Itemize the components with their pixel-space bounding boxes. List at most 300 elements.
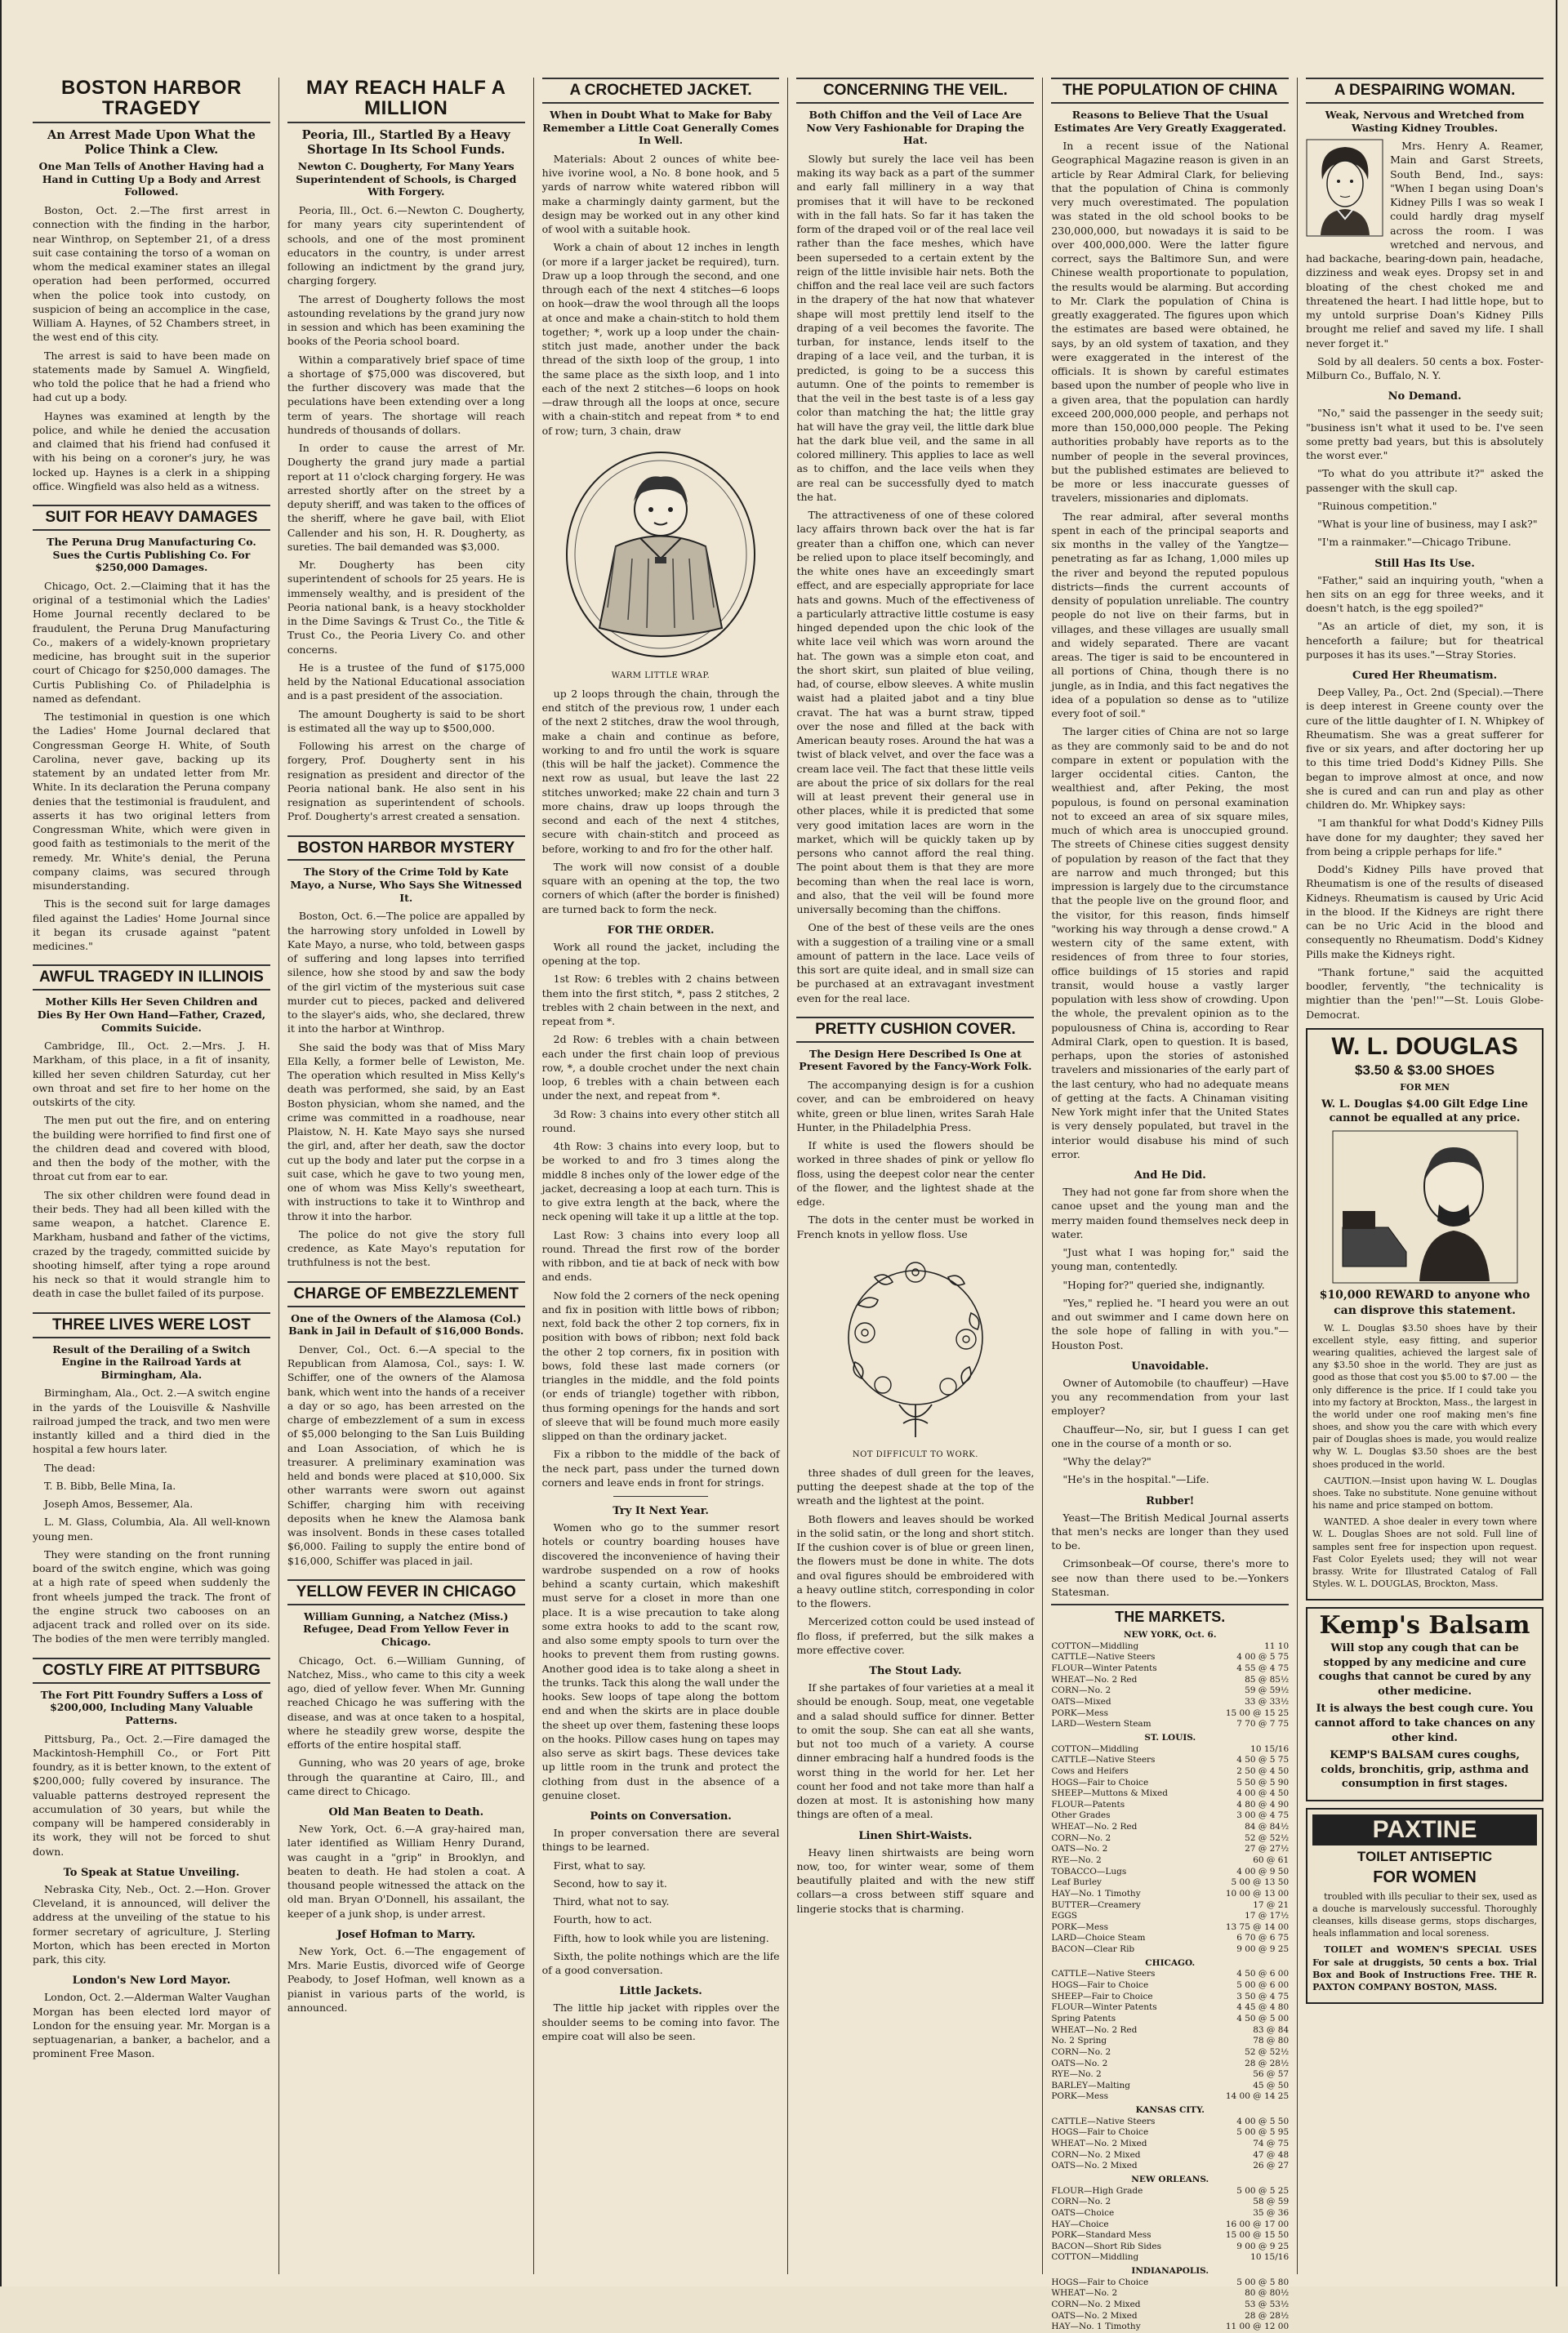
paragraph: Last Row: 3 chains into every loop all round. Thread the first row of the border with ribbon, and tie at back of neck with bow and ends. <box>541 1228 780 1284</box>
paragraph: They were standing on the front running board of the switch engine, which was going at a high rate of speed when suddenly the front wheels jumped the track. The front of the engine struck two cabooses on an adjacent track and rolled over on its side. The bodies of the men were terribly mangled. <box>33 1547 270 1645</box>
market-row <box>1051 1877 1289 1889</box>
price: 10 15/16 <box>1250 1743 1290 1754</box>
minor-headline: Cured Her Rheumatism. <box>1352 670 1498 683</box>
commodity: CORN—No. 2 Mixed <box>1051 2149 1141 2160</box>
commodity: RYE—No. 2 <box>1051 1855 1102 1865</box>
paragraph: The arrest is said to have been made on statements made by Samuel A. Wingfield, who told the police that he had a friend who had cut up a body. <box>33 349 270 404</box>
column-1 <box>24 78 278 2274</box>
market-city-row <box>1051 2103 1289 2117</box>
paragraph: Heavy linen shirtwaists are being worn now, too, for winter wear, some of them beautifully plaited and with the new stiff collars—a cross between stiff square and lingerie stocks that is charming. <box>796 1845 1035 1915</box>
ad-audience: FOR MEN <box>1400 1081 1450 1093</box>
paragraph: Following his arrest on the charge of forgery, Prof. Dougherty sent in his resignation as president and director of the Peoria national bank. He also sent in his resignation as superintendent of schools. Prof. Dougherty's arrest created a sensation. <box>287 740 525 823</box>
minor-headline: Still Has Its Use. <box>1374 557 1475 570</box>
commodity: RYE—No. 2 <box>1051 2069 1102 2080</box>
paragraph: Within a comparatively brief space of time a shortage of $75,000 was discovered, but the further discovery was made that the peculations have been extending over a long term of years. The shortage will reach hundreds of thousands of dollars. <box>287 353 525 436</box>
deck: One of the Owners of the Alamosa (Col.) Bank in Jail in Default of $16,000 Bonds. <box>288 1311 524 1338</box>
paragraph: Materials: About 2 ounces of white bee-hive ivorine wool, a No. 8 bone hook, and 5 yards of narrow white watered ribbon will make a charmingly dainty garment, but the design may be worked out in any other kind of wool with a suitable hook. <box>541 152 780 236</box>
market-city-row <box>1051 2172 1289 2186</box>
headline: A CROCHETED JACKET. <box>542 78 780 104</box>
market-row <box>1051 2230 1289 2242</box>
paragraph: One of the best of these veils are the ones with a suggestion of a trailing vine or a small amount of pattern in the lace. Lace veils of this sort are quite ideal, and in small size can be purchased at an extravagant investment even for the real lace. <box>796 921 1035 1004</box>
price: 10 00 @ 13 00 <box>1225 1888 1290 1899</box>
price: 52 @ 52½ <box>1245 1832 1290 1843</box>
column-6 <box>1297 78 1552 2274</box>
price: 4 50 @ 5 00 <box>1236 2013 1290 2024</box>
paragraph: Haynes was examined at length by the police, and while he denied the accusation and claimed that his friend had confused it with his being on a coroner's jury, he was locked up. Haynes is a clerk in a shipping office. Wingfield was also held as a witness. <box>33 409 270 492</box>
market-row <box>1051 2219 1289 2231</box>
price: 74 @ 75 <box>1253 2139 1290 2149</box>
commodity: OATS—No. 2 Mixed <box>1051 2161 1138 2171</box>
divider <box>613 1496 708 1497</box>
price: 56 @ 57 <box>1253 2069 1290 2080</box>
market-row <box>1051 1663 1289 1675</box>
ad-paragraph: KEMP'S BALSAM cures coughs, colds, bronchitis, grip, asthma and consumption in first stages. <box>1321 1749 1529 1791</box>
market-row <box>1051 1719 1289 1730</box>
deck: Both Chiffon and the Veil of Lace Are Now Very Fashionable for Draping the Hat. <box>806 108 1025 147</box>
price: 5 00 @ 5 80 <box>1236 2277 1290 2287</box>
market-row <box>1051 1944 1289 1956</box>
commodity: CORN—No. 2 <box>1051 1685 1111 1696</box>
price: 14 00 @ 14 25 <box>1225 2091 1290 2102</box>
price: 28 @ 28½ <box>1245 2310 1290 2321</box>
illustration-caption: WARM LITTLE WRAP. <box>611 670 710 680</box>
paragraph: The dead: <box>44 1461 96 1474</box>
paragraph: Denver, Col., Oct. 6.—A special to the Republican from Alamosa, Col., says: I. W. Schiffer, one of the owners of the Alamosa bank, which went into the hands of a receiver a day or so ago, has been arrested on the charge of embezzlement of a sum in excess of $5,000 belonging to the San Luis Building and Loan Association, of which he is treasurer. A preliminary examination was held and bonds were placed at $10,000. Six other warrants were sworn out against Schiffer, charging him with receiving deposits when he knew the Alamosa bank was insolvent. Bonds in these cases totalled $6,000. Failing to supply the entire bond of $16,000, Schiffer was placed in jail. <box>287 1342 525 1567</box>
commodity: CATTLE—Native Steers <box>1051 1755 1156 1765</box>
paragraph: Sixth, the polite nothings which are the life of a good conversation. <box>541 1949 780 1977</box>
paragraph: The work will now consist of a double square with an opening at the top, the two corners of which (after the border is finished) are turned back to form the neck. <box>541 860 780 915</box>
price: 16 00 @ 17 00 <box>1225 2219 1290 2229</box>
price: 10 15/16 <box>1250 2252 1290 2263</box>
price: 13 75 @ 14 00 <box>1225 1921 1290 1932</box>
commodity: EGGS <box>1051 1911 1077 1921</box>
paragraph: "Hoping for?" queried she, indignantly. <box>1062 1278 1265 1291</box>
market-row <box>1051 2208 1289 2219</box>
ad-paragraph: W. L. Douglas $3.50 shoes have by their excellent style, easy fitting, and superior wearing qualities, achieved the largest sale of any $3.50 shoe in the world. They are just as good as those that cost you $5.00 to $7.00 — the only difference is the price. If I could take you into my factory at Brockton, Mass., the largest in the world under one roof making men's fine shoes, and show you the care with which every pair of Douglas shoes is made, you would realize why W. L. Douglas $3.50 shoes are the best shoes produced in the world. <box>1312 1322 1537 1470</box>
paragraph: London, Oct. 2.—Alderman Walter Vaughan Morgan has been elected lord mayor of London for the ensuing year. Mr. Morgan is a septuagenarian, a banker, a bachelor, and a prominent Free Mason. <box>33 1991 270 2060</box>
paragraph: He is a trustee of the fund of $175,000 held by the National Educational association and is a past president of the association. <box>287 661 525 702</box>
commodity: CATTLE—Native Steers <box>1051 2116 1156 2126</box>
ad-subtitle: TOILET ANTISEPTIC <box>1356 1848 1493 1864</box>
markets-table <box>1051 1627 1289 2333</box>
price: 28 @ 28½ <box>1245 2058 1290 2068</box>
deck: When in Doubt What to Make for Baby Remember a Little Coat Generally Comes In Well. <box>542 108 779 147</box>
headline: THREE LIVES WERE LOST <box>33 1312 270 1338</box>
ad-reward: $10,000 REWARD to anyone who can disprove this statement. <box>1319 1288 1530 1317</box>
market-row <box>1051 1969 1289 1980</box>
paragraph: If white is used the flowers should be worked in three shades of pink or yellow flo floss, using the deepest color near the center of the flower, and the lightest shade at the edge. <box>796 1139 1035 1208</box>
paragraph: Work a chain of about 12 inches in length (or more if a larger jacket be required), turn. Draw up a loop through the second, and one through each of the next 4 stitches—6 loops on hook—draw the wool through all the loops at once and make a chain-stitch to hold them together; *, work up a loop under the chain-stitch just made, another under the back thread of the sixth loop of the group, 1 into the same place as the sixth loop, and 1 into each of the next 2 stitches—6 loops on hook—draw through all the loops at once, secure with a chain-stitch and repeat from * to end of row; turn, 3 chain, draw <box>541 241 780 437</box>
minor-headline: No Demand. <box>1388 390 1462 403</box>
deck: Result of the Derailing of a Switch Engine in the Railroad Yards at Birmingham, Ala. <box>52 1342 251 1381</box>
paragraph: "What is your line of business, may I ask?" <box>1317 518 1538 531</box>
commodity: CORN—No. 2 <box>1051 1832 1111 1843</box>
paragraph: Mr. Dougherty has been city superintendent of schools for 25 years. He is immensely wealthy, and is president of the Peoria national bank, is a heavy stockholder in the Dime Savings & Trust Co., the Title & Trust Co., the Peoria Livery Co. and other concerns. <box>287 559 525 656</box>
headline: MAY REACH HALF A MILLION <box>287 78 525 123</box>
paragraph: 2d Row: 6 trebles with a chain between each under the first chain loop of previous row, *, a double crochet under the next chain loop, 6 trebles with a chain between each under the next, and repeat from *. <box>541 1033 780 1102</box>
market-row <box>1051 1697 1289 1708</box>
paragraph: "To what do you attribute it?" asked the passenger with the skull cap. <box>1306 467 1544 494</box>
market-row <box>1051 1900 1289 1912</box>
price: 78 @ 80 <box>1253 2036 1290 2046</box>
paragraph: Both flowers and leaves should be worked in the solid satin, or the long and short stitch. If the cushion cover is of blue or green linen, the flowers must be done in white. The dots and oval figures should be embroidered with a heavy outline stitch, corresponding in color to the flowers. <box>796 1512 1035 1610</box>
market-row <box>1051 2014 1289 2025</box>
paragraph: 4th Row: 3 chains into every loop, but to be worked to and fro 3 times along the middle 8 inches only of the lower edge of the jacket, decreasing a loop at each turn. This is to give extra length at the back, where the neck opening will take it up a little at the top. <box>541 1140 780 1223</box>
paragraph: "No," said the passenger in the seedy suit; "business isn't what it used to be. I've seen some pretty bad years, but this is absolutely the worst ever." <box>1306 407 1544 462</box>
deck: The Design Here Described Is One at Present Favored by the Fancy-Work Folk. <box>799 1047 1032 1073</box>
market-row <box>1051 1652 1289 1663</box>
deck: The Peruna Drug Manufacturing Co. Sues the Curtis Publishing Co. For $250,000 Damages. <box>47 535 256 574</box>
illustration-caption: NOT DIFFICULT TO WORK. <box>852 1449 978 1459</box>
commodity: PORK—Mess <box>1051 1707 1108 1718</box>
headline: COSTLY FIRE AT PITTSBURG <box>33 1658 270 1684</box>
market-row <box>1051 2311 1289 2322</box>
paragraph: 3d Row: 3 chains into every other stitch all round. <box>541 1107 780 1134</box>
paragraph: Mrs. Henry A. Reamer, Main and Garst Streets, South Bend, Ind., says: "When I began using Doan's Kidney Pills I was so weak I could hardly drag myself across the room. I was wretched and nervous, and had backache, bearing-down pain, headache, dizziness and weak eyes. Dropsy set in and bloating of the chest choked me and threatened the heart. I had little hope, but to my untold surprise Doan's Kidney Pills brought me relief and saved my life. I shall never forget it." <box>1306 140 1544 350</box>
minor-headline: Unavoidable. <box>1131 1360 1209 1373</box>
paragraph: The arrest of Dougherty follows the most astounding revelations by the grand jury now in session and which has been examining the books of the Peoria school board. <box>287 292 525 348</box>
markets-heading: THE MARKETS. <box>1051 1604 1289 1626</box>
woman-portrait-illustration <box>1306 139 1383 237</box>
paragraph: Third, what not to say. <box>553 1895 670 1908</box>
market-row <box>1051 1675 1289 1686</box>
market-row <box>1051 2322 1289 2333</box>
paragraph: Fourth, how to act. <box>553 1913 653 1926</box>
market-row <box>1051 1889 1289 1900</box>
market-row <box>1051 2059 1289 2070</box>
market-row <box>1051 1810 1289 1822</box>
paragraph: Mercerized cotton could be used instead of flo floss, if preferred, but the silk makes a more effective cover. <box>796 1615 1035 1656</box>
commodity: OATS—No. 2 <box>1051 2058 1108 2068</box>
market-row <box>1051 2047 1289 2059</box>
commodity: OATS—Choice <box>1051 2207 1115 2218</box>
commodity: OATS—Mixed <box>1051 1697 1111 1707</box>
commodity: TOBACCO—Lugs <box>1051 1866 1127 1877</box>
price: 17 @ 21 <box>1253 1899 1290 1910</box>
commodity: WHEAT—No. 2 <box>1051 2288 1118 2299</box>
price: 5 50 @ 5 90 <box>1236 1777 1290 1788</box>
kemps-balsam-ad <box>1306 1607 1544 1801</box>
commodity: FLOUR—High Grade <box>1051 2185 1143 2196</box>
price: 84 @ 84½ <box>1245 1822 1290 1832</box>
commodity: HOGS—Fair to Choice <box>1051 2127 1149 2138</box>
price: 5 00 @ 5 95 <box>1236 2127 1290 2138</box>
commodity: CATTLE—Native Steers <box>1051 1652 1156 1663</box>
column-2 <box>278 78 533 2274</box>
paragraph: Peoria, Ill., Oct. 6.—Newton C. Dougherty, for many years city superintendent of schools, and one of the most prominent educators in the country, is under arrest following an indictment by the grand jury, charging forgery. <box>287 204 525 287</box>
ad-price: $3.50 & $3.00 SHOES <box>1355 1062 1495 1078</box>
paragraph: In proper conversation there are several things to be learned. <box>541 1827 780 1854</box>
paragraph: Now fold the 2 corners of the neck opening and fix in position with little bows of ribbon; next, fold back the other 2 top corners, fix in position with bows of ribbon; next fold back the other 2 top corners, fix in position with bows, fold these last made corners (or triangles in the middle, and the fold points (or ends of triangle) together with ribbon, thus forming openings for the hands and sort of sleeve that will be found much more easily slipped on than the ordinary jacket. <box>541 1289 780 1443</box>
commodity: LARD—Western Steam <box>1051 1719 1152 1730</box>
market-city-row <box>1051 1956 1289 1970</box>
market-row <box>1051 2161 1289 2172</box>
paragraph: Nebraska City, Neb., Oct. 2.—Hon. Grover Cleveland, it is announced, will deliver the address at the unveiling of the statue to his former secretary of agriculture, J. Sterling Morton, which has been erected in Morton park, this city. <box>33 1882 270 1966</box>
paragraph: Slowly but surely the lace veil has been making its way back as a part of the summer and early fall millinery in a way that promises that it will have to be reckoned with in the fall hats. So far it has taken the form of the draped voil or of the real lace veil rather than the face meshes, which have been superseded to a certain extent by the reign of the little invisible hair nets. Both the chiffon and the real lace veil are such factors in the drapery of the hat now that whatever shape will most prettily lend itself to the draping of a veil becomes the favorite. The turban, for instance, lends itself to the draping of a lace veil, and the turban, it is predicted, is going to be a success this autumn. One of the points to remember is that the veil in the best taste is of a less gay color than matching the hat; the little gray hat will have the gray veil, the little dark blue hat the dark blue veil, and the same in all colored millinery. This applies to lace as well as to chiffon, and the lace veils when they are real can be successfully dyed to match the hat. <box>796 152 1035 503</box>
paragraph: They had not gone far from shore when the canoe upset and the young man and the merry maiden found themselves neck deep in water. <box>1051 1186 1290 1240</box>
market-row <box>1051 2277 1289 2289</box>
paragraph: Deep Valley, Pa., Oct. 2nd (Special).—There is deep interest in Greene county over the cure of the little daughter of I. N. Whipkey of Rheumatism. She was a great sufferer for five or six years, and after doctoring her up to this time tried Dodd's Kidney Pills. She began to improve almost at once, and now she is cured and can run and play as other children do. Mr. Whipkey says: <box>1306 686 1544 812</box>
price: 7 70 @ 7 75 <box>1236 1719 1290 1730</box>
price: 11 10 <box>1264 1641 1290 1651</box>
market-row <box>1051 1911 1289 1922</box>
market-row <box>1051 2025 1289 2037</box>
paragraph: Joseph Amos, Bessemer, Ala. <box>44 1498 194 1511</box>
paragraph: Sold by all dealers. 50 cents a box. Foster-Milburn Co., Buffalo, N. Y. <box>1306 354 1544 382</box>
price: 4 50 @ 5 75 <box>1236 1755 1290 1765</box>
commodity: BACON—Clear Rib <box>1051 1944 1135 1955</box>
market-row <box>1051 1641 1289 1653</box>
market-row <box>1051 1708 1289 1720</box>
market-row <box>1051 2139 1289 2150</box>
headline: PRETTY CUSHION COVER. <box>796 1017 1034 1043</box>
price: 4 00 @ 4 50 <box>1236 1788 1290 1799</box>
commodity: LARD—Choice Steam <box>1051 1933 1146 1943</box>
market-row <box>1051 2036 1289 2047</box>
commodity: OATS—No. 2 <box>1051 1844 1108 1854</box>
paragraph: The amount Dougherty is said to be short is estimated all the way up to $500,000. <box>287 707 525 734</box>
minor-headline: Linen Shirt-Waists. <box>858 1829 973 1842</box>
deck: Weak, Nervous and Wretched from Wasting Kidney Troubles. <box>1325 108 1525 134</box>
douglas-shoes-ad <box>1306 1028 1544 1601</box>
minor-headline: Try It Next Year. <box>612 1505 709 1518</box>
price: 35 @ 36 <box>1253 2207 1290 2218</box>
floral-wreath-illustration <box>826 1248 1005 1444</box>
price: 5 00 @ 13 50 <box>1231 1877 1290 1888</box>
market-city: INDIANAPOLIS. <box>1131 2266 1209 2277</box>
paragraph: "Father," said an inquiring youth, "when a hen sits on an egg for three weeks, and it doesn't hatch, is the egg spoiled?" <box>1306 573 1544 615</box>
market-city-row <box>1051 2264 1289 2277</box>
paragraph: Chicago, Oct. 2.—Claiming that it has the original of a testimonial which the Ladies' Home Journal recently declared to be fraudulent, the Peruna Drug Manufacturing Co., makers of a widely-known proprietary medicine, has brought suit in the superior court of Chicago for $250,000 damages. The Curtis Publishing Co. of Philadelphia is named as defendant. <box>33 579 270 705</box>
price: 33 @ 33½ <box>1245 1697 1290 1707</box>
deck: Mother Kills Her Seven Children and Dies By Her Own Hand—Father, Crazed, Commits Suicide. <box>37 995 266 1034</box>
price: 52 @ 52½ <box>1245 2046 1290 2057</box>
paragraph: Boston, Oct. 6.—The police are appalled by the harrowing story unfolded in Lowell by Kate Mayo, a nurse, who told, between gasps of suffering and long lapses into terrified silence, how she stood by and saw the body of the girl victim of the mysterious suit case murder cut to pieces, packed and delivered to the slayer's aids, who, she declared, threw it into the harbor at Winthrop. <box>287 910 525 1035</box>
paragraph: The larger cities of China are not so large as they are commonly said to be and do not compare in extent or population with the larger occidental cities. Canton, the wealthiest and, after Peking, the most populous, is found on personal examination not to exceed an area of six square miles, much of which area is unoccupied ground. The streets of Chinese cities suggest density of population by reason of the fact that they are narrow and much thronged; but this impression is largely due to the circumstance that the people live on the ground floor, and the visitor, for this reason, finds himself "working his way through a dense crowd." A western city of the same extent, with residences of from three to four stories, office buildings of 15 stories and rapid transit, would house a vastly larger population with less show of crowding. Upon the whole, the prevalent opinion as to the populousness of China is, according to Rear Admiral Clark, open to question. It is based, perhaps, upon the stories of astonished travelers and missionaries of the early part of the last century, who had no adequate means of getting at the facts. A Chinaman visiting New York might infer that the United States is very densely populated, but travel in the interior would disabuse his mind of such error. <box>1051 725 1290 1160</box>
column-5 <box>1042 78 1297 2332</box>
paragraph: Second, how to say it. <box>553 1877 667 1890</box>
headline: BOSTON HARBOR TRAGEDY <box>33 78 270 123</box>
commodity: WHEAT—No. 2 Red <box>1051 1822 1138 1832</box>
ad-brand: Kemp's Balsam <box>1319 1611 1530 1641</box>
commodity: FLOUR—Patents <box>1051 1799 1125 1810</box>
commodity: Leaf Burley <box>1051 1877 1102 1888</box>
market-row <box>1051 2186 1289 2197</box>
paragraph: The men put out the fire, and on entering the building were horrified to find first one of the children dead and covered with blood, and then the body of the mother, with the throat cut from ear to ear. <box>33 1114 270 1183</box>
paragraph: Owner of Automobile (to chauffeur) —Have you any recommendation from your last employer? <box>1051 1376 1290 1418</box>
price: 3 50 @ 4 75 <box>1236 1991 1290 2001</box>
paragraph: Women who go to the summer resort hotels or country boarding houses have discovered the inconvenience of having their wardrobe suspended on a row of hooks behind a scanty curtain, which makeshift must serve for a closet in more than one place. It is a wise precaution to take along some extra hooks to add to the scant row, and also some empty spools to turn over the hooks to prevent them from rusting gowns. Another good idea is to take along a sheet in the trunks. Tack this along the wall under the hooks. Sew loops of tape along the bottom end and when the skirts are in place double the sheet up over them, fastening these loops on the hooks. Pillow cases hung on tapes may also serve as skirt bags. These devices take up little room in the trunk and protect the clothing from dust in the absence of a genuine closet. <box>541 1521 780 1801</box>
subheadline: Peoria, Ill., Startled By a Heavy Shortage In Its School Funds. <box>301 128 510 157</box>
commodity: Spring Patents <box>1051 2013 1116 2024</box>
deck: Newton C. Dougherty, For Many Years Superintendent of Schools, is Charged With Forgery. <box>296 160 517 198</box>
price: 4 55 @ 4 75 <box>1236 1663 1290 1674</box>
price: 17 @ 17½ <box>1245 1911 1290 1921</box>
commodity: BARLEY—Malting <box>1051 2080 1131 2090</box>
column-grid <box>24 77 1552 2332</box>
paragraph: The police do not give the story full credence, as Kate Mayo's reputation for truthfulness is not the best. <box>287 1227 525 1269</box>
minor-headline: And He Did. <box>1134 1169 1206 1182</box>
headline: AWFUL TRAGEDY IN ILLINOIS <box>33 964 270 991</box>
minor-headline: Points on Conversation. <box>590 1810 732 1823</box>
price: 9 00 @ 9 25 <box>1236 2241 1290 2251</box>
minor-headline: Old Man Beaten to Death. <box>328 1806 484 1819</box>
headline: THE POPULATION OF CHINA <box>1051 78 1289 104</box>
paxtine-ad <box>1306 1808 1544 2004</box>
paragraph: "I am thankful for what Dodd's Kidney Pills have done for my daughter; they saved her from being a cripple perhaps for life." <box>1306 817 1544 857</box>
ad-paragraph: troubled with ills peculiar to their sex, used as a douche is marvelously successful. Thoroughly cleanses, kills disease germs, stops discharges, heals inflammation and local soreness. <box>1312 1890 1537 1939</box>
price: 4 00 @ 5 50 <box>1236 2116 1290 2126</box>
paragraph: L. M. Glass, Columbia, Ala. All well-known young men. <box>33 1516 270 1543</box>
headline: BOSTON HARBOR MYSTERY <box>287 835 525 862</box>
child-in-jacket-illustration <box>559 444 763 665</box>
market-row <box>1051 2002 1289 2014</box>
paragraph: Birmingham, Ala., Oct. 2.—A switch engine in the yards of the Louisville & Nashville railroad jumped the track, and two men were instantly killed and a third died in the hospital a few hours later. <box>33 1387 270 1456</box>
commodity: HAY—No. 1 Timothy <box>1051 1888 1141 1899</box>
commodity: Other Grades <box>1051 1810 1111 1821</box>
minor-headline: Josef Hofman to Marry. <box>336 1928 476 1941</box>
commodity: SHEEP—Muttons & Mixed <box>1051 1788 1168 1799</box>
scan-edge-left <box>0 0 2 2286</box>
market-row <box>1051 2288 1289 2300</box>
commodity: OATS—No. 2 Mixed <box>1051 2310 1138 2321</box>
minor-headline: London's New Lord Mayor. <box>72 1975 231 1988</box>
scan-edge-right <box>1556 0 1557 2286</box>
price: 85 @ 85½ <box>1245 1674 1290 1685</box>
price: 83 @ 84 <box>1253 2024 1290 2035</box>
deck: The Story of the Crime Told by Kate Mayo, a Nurse, Who Says She Witnessed It. <box>290 866 523 904</box>
commodity: HAY—No. 1 Timothy <box>1051 2322 1141 2332</box>
price: 60 @ 61 <box>1253 1855 1290 1865</box>
commodity: HAY—Choice <box>1051 2219 1109 2229</box>
paragraph: In order to cause the arrest of Mr. Dougherty the grand jury made a partial report at 11 o'clock charging forgery. He was arrested shortly after on the street by a deputy sheriff, and was taken to the offices of the sheriff, where he gave bail, with Eliot Callender and his son, H. R. Dougherty, as sureties. The bail demanded was $3,000. <box>287 442 525 553</box>
ad-line: W. L. Douglas $4.00 Gilt Edge Line cannot be equalled at any price. <box>1321 1097 1529 1125</box>
price: 47 @ 48 <box>1253 2149 1290 2160</box>
market-row <box>1051 2197 1289 2208</box>
deck: William Gunning, a Natchez (Miss.) Refugee, Dead From Yellow Fever in Chicago. <box>303 1610 510 1648</box>
paragraph: If she partakes of four varieties at a meal it should be enough. Soup, meat, one vegetable and a salad should suffice for dinner. Better to omit the soup. She can eat all she wants, but not too much of a variety. A course dinner embracing half a hundred foods is the worst thing in the world for her. Let her count her food and not take more than half a dozen at most. It is astonishing how many things are often of a meal. <box>796 1681 1035 1821</box>
column-4 <box>787 78 1042 2274</box>
price: 53 @ 53½ <box>1245 2299 1290 2309</box>
paragraph: up 2 loops through the chain, through the end stitch of the previous row, 1 under each of the next 2 stitches, draw the wool through, make a chain and continue as before, working to and fro until the work is square (this will be half the jacket). Commence the next row as usual, but leave the last 22 stitches unworked; make 22 chain and turn 3 more chains, draw up loops through the second and each of the next 4 stitches, secure with chain-stitch and proceed as before, working to and fro for the other half. <box>541 687 780 855</box>
market-row <box>1051 1766 1289 1778</box>
paragraph: Boston, Oct. 2.—The first arrest in connection with the finding in the harbor, near Winthrop, on September 21, of a dress suit case containing the torso of a woman on whom the medical examiner states an illegal operation had been performed, occurred when the police took into custody, on suspicion of being an accomplice in the case, William A. Haynes, of 52 Chambers street, in the west end of this city. <box>33 204 270 344</box>
price: 4 80 @ 4 90 <box>1236 1799 1290 1810</box>
paragraph: "Just what I was hoping for," said the young man, contentedly. <box>1051 1246 1290 1273</box>
market-row <box>1051 1685 1289 1697</box>
price: 15 00 @ 15 50 <box>1225 2230 1290 2241</box>
price: 45 @ 50 <box>1253 2080 1290 2090</box>
commodity: COTTON—Middling <box>1051 1641 1139 1651</box>
ad-audience: FOR WOMEN <box>1373 1868 1477 1886</box>
ad-brand: W. L. DOUGLAS <box>1331 1032 1518 1060</box>
ad-paragraph: Will stop any cough that can be stopped by any medicine and cure coughs that cannot be cured by any other medicine. <box>1318 1642 1531 1698</box>
market-row <box>1051 1744 1289 1756</box>
commodity: BACON—Short Rib Sides <box>1051 2241 1161 2251</box>
paragraph: New York, Oct. 6.—The engagement of Mrs. Marie Eustis, divorced wife of George Peabody, to Josef Hofman, well known as a pianist in various parts of the world, is announced. <box>287 1944 525 2014</box>
commodity: CORN—No. 2 <box>1051 2197 1111 2207</box>
price: 4 00 @ 9 50 <box>1236 1866 1290 1877</box>
market-row <box>1051 2242 1289 2253</box>
market-row <box>1051 1844 1289 1855</box>
paragraph: In a recent issue of the National Geographical Magazine reason is given in an article by Rear Admiral Clark, for believing that the population of China is commonly very much overestimated. The population was stated in the old school books to be 230,000,000, but nowadays it is said to be over 400,000,000. Were the latter figure correct, says the Baltimore Sun, and were Chinese wealth proportionate to population, the results would be alarming. But according to Mr. Clark the population of China is greatly exaggerated. The figures upon which the estimates are based were obtained, he says, by an old system of taxation, and they were exaggerated in the interest of the officials. It is shown by careful estimates based upon the number of people who live in a given area, that the population can hardly exceed 200,000,000 people, and perhaps not more than 150,000,000 people. The Peking authorities probably have reports as to the number of people in the several provinces, but the published estimates are believed to be more or less inaccurate guesses of travelers, missionaries and diplomats. <box>1051 140 1290 505</box>
commodity: BUTTER—Creamery <box>1051 1899 1141 1910</box>
market-row <box>1051 1778 1289 1789</box>
market-row <box>1051 1755 1289 1766</box>
commodity: WHEAT—No. 2 Red <box>1051 1674 1138 1685</box>
market-row <box>1051 1867 1289 1878</box>
price: 3 00 @ 4 75 <box>1236 1810 1290 1821</box>
paragraph: She said the body was that of Miss Mary Ella Kelly, a former belle of Lewiston, Me. The operation which resulted in Miss Kelly's death was performed, she said, by an East Boston physician, whom she named, and the crime was committed in a roadhouse, near Plaistow, N. H. Kate Mayo says she nursed the girl, and, after her death, saw the doctor cut up the body and later put the corpse in a suit case, which he gave to two young men, one of whom was Miss Kelly's sweetheart, with instructions to take it to Winthrop and throw it into the harbor. <box>287 1040 525 1222</box>
price: 15 00 @ 15 25 <box>1225 1707 1290 1718</box>
market-row <box>1051 2252 1289 2264</box>
minor-headline: FOR THE ORDER. <box>607 924 715 937</box>
commodity: PORK—Mess <box>1051 1921 1108 1932</box>
market-row <box>1051 1933 1289 1944</box>
commodity: CORN—No. 2 <box>1051 2046 1111 2057</box>
ad-paragraph: TOILET and WOMEN'S SPECIAL USES For sale at druggists, 50 cents a box. Trial Box and Book of Instructions Free. THE R. PAXTON COMPANY BOSTON, MASS. <box>1312 1944 1537 1992</box>
market-row <box>1051 2069 1289 2081</box>
minor-headline: Little Jackets. <box>619 1985 702 1998</box>
price: 80 @ 80½ <box>1245 2288 1290 2299</box>
paragraph: First, what to say. <box>553 1859 646 1872</box>
paragraph: Chauffeur—No, sir, but I guess I can get one in the course of a month or so. <box>1051 1423 1290 1449</box>
market-row <box>1051 1980 1289 1992</box>
paragraph: The little hip jacket with ripples over the shoulder seems to be coming into favor. The empire coat will also be seen. <box>541 2001 780 2042</box>
paragraph: The accompanying design is for a cushion cover, and can be embroidered on heavy white, green or blue linen, writes Sarah Hale Hunter, in the Philadelphia Press. <box>796 1079 1035 1133</box>
market-row <box>1051 2091 1289 2103</box>
commodity: WHEAT—No. 2 Red <box>1051 2024 1138 2035</box>
ad-paragraph: CAUTION.—Insist upon having W. L. Douglas shoes. Take no substitute. None genuine without his name and price stamped on bottom. <box>1312 1475 1537 1512</box>
price: 5 00 @ 6 00 <box>1236 1980 1290 1991</box>
market-city: NEW YORK, Oct. 6. <box>1123 1630 1217 1641</box>
commodity: FLOUR—Winter Patents <box>1051 1663 1157 1674</box>
commodity: WHEAT—No. 2 Mixed <box>1051 2139 1147 2149</box>
market-row <box>1051 2300 1289 2311</box>
price: 27 @ 27½ <box>1245 1844 1290 1854</box>
headline: CONCERNING THE VEIL. <box>796 78 1034 104</box>
paragraph: Dodd's Kidney Pills have proved that Rheumatism is one of the results of diseased Kidneys. Rheumatism is caused by Uric Acid in the blood. If the Kidneys are right there can be no Uric Acid in the blood and consequently no Rheumatism. Dodd's Kidney Pills make the Kidneys right. <box>1306 863 1544 960</box>
ad-brand: PAXTINE <box>1312 1814 1537 1845</box>
market-row <box>1051 2081 1289 2092</box>
commodity: CATTLE—Native Steers <box>1051 1969 1156 1979</box>
market-city-row <box>1051 1627 1289 1641</box>
paragraph: 1st Row: 6 trebles with 2 chains between them into the first stitch, *, pass 2 stitches, 2 trebles with 2 chain between in the next, and repeat from *. <box>541 973 780 1028</box>
paragraph: The testimonial in question is one which the Ladies' Home Journal declared that Congressman George H. White, of South Carolina, never gave, backing up its statement by an undated letter from Mr. White. In its declaration the Peruna company denies that the testimonial is fraudulent, and asserts it has two original letters from Congressman White, which were given in good faith as testimonials to the merit of the remedy. Mr. White's denial, the Peruna company claims, was secured through misunderstanding. <box>33 710 270 893</box>
market-row <box>1051 1788 1289 1800</box>
commodity: HOGS—Fair to Choice <box>1051 2277 1149 2287</box>
market-city-row <box>1051 1730 1289 1744</box>
market-row <box>1051 2127 1289 2139</box>
subheadline: An Arrest Made Upon What the Police Think a Clew. <box>47 128 256 157</box>
price: 5 00 @ 5 25 <box>1236 2185 1290 2196</box>
price: 6 70 @ 6 75 <box>1236 1933 1290 1943</box>
market-city: CHICAGO. <box>1145 1957 1196 1968</box>
commodity: PORK—Mess <box>1051 2091 1108 2102</box>
paragraph: The six other children were found dead in their beds. They had all been killed with the same weapon, a hatchet. Clarence E. Markham, husband and father of the victims, crazed by the tragedy, committed suicide by shooting himself, after tying a rope around his neck so that it would strangle him to death in case the bullet failed of its purpose. <box>33 1188 270 1300</box>
market-row <box>1051 1855 1289 1867</box>
paragraph: "Thank fortune," said the acquitted boodler, fervently, "the technicality is mightier than the 'pen!'"—St. Louis Globe-Democrat. <box>1306 965 1544 1021</box>
paragraph: Fix a ribbon to the middle of the back of the neck part, pass under the turned down corners and leave ends in front for strings. <box>541 1448 780 1489</box>
minor-headline: To Speak at Statue Unveiling. <box>63 1866 240 1879</box>
market-city: KANSAS CITY. <box>1135 2105 1205 2116</box>
commodity: HOGS—Fair to Choice <box>1051 1777 1149 1788</box>
paragraph: The rear admiral, after several months spent in each of the principal seaports and six months in the valley of the Yangtze—penetrating as far as Ichang, 1,000 miles up the river and beyond the reputed populous districts—finds the current accounts of density of population unreliable. The country people do not live on their farms, but in villages, and these villages are usually small and widely separated. There are vacant areas. The tiger is said to be encountered in all portions of China, though there is no jungle, as in India, and this fact negatives the idea of a population so dense as to "utilize every foot of soil." <box>1051 510 1290 720</box>
paragraph: Chicago, Oct. 6.—William Gunning, of Natchez, Miss., who came to this city a week ago, died of yellow fever. When Mr. Gunning reached Chicago he was suffering with the disease, and was at once taken to a hospital, where he steadily grew worse, despite the efforts of the entire hospital staff. <box>287 1654 525 1752</box>
paragraph: New York, Oct. 6.—A gray-haired man, later identified as William Henry Durand, was caught in a "grip" in Brooklyn, and beaten to death. He had stolen a coat. A thousand people witnessed the attack on the old man. Bryan O'Donnell, his assailant, the keeper of a junk shop, is under arrest. <box>287 1823 525 1920</box>
minor-headline: The Stout Lady. <box>869 1665 962 1677</box>
deck: The Fort Pitt Foundry Suffers a Loss of $200,000, Including Many Valuable Patterns. <box>40 1688 263 1726</box>
